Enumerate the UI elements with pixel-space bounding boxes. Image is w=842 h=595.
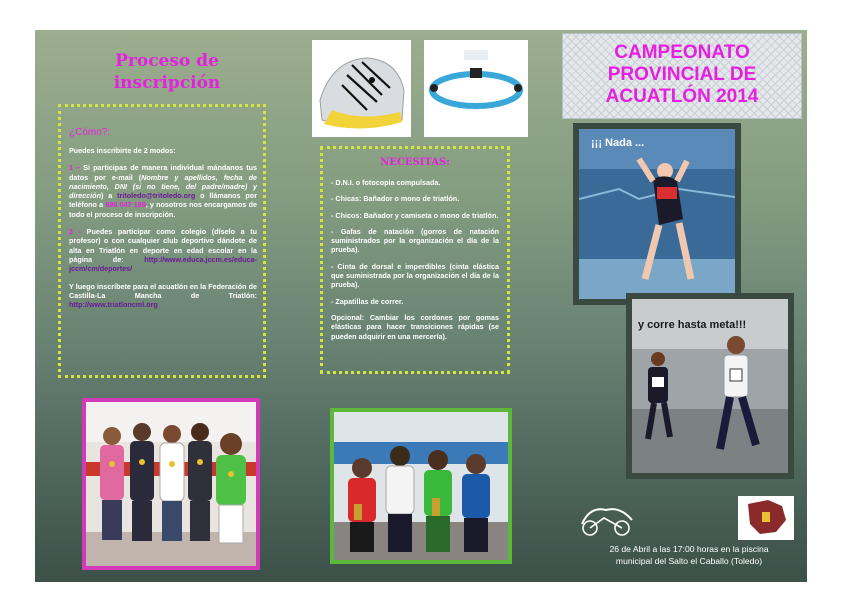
email-link[interactable]: tritoledo@tritoledo.org [117,191,196,201]
race-belt-photo [424,40,528,137]
event-date-line: 26 de Abril a las 17:00 horas en la piscina [609,544,769,554]
event-info [578,543,800,567]
swim-photo [579,129,735,299]
item1-text-c: o llámanos por teléfono a [69,191,257,210]
running-shoe-photo [312,40,411,137]
medal-kids-photo [82,398,260,570]
podium-kids-photo [330,408,512,564]
option-federation [69,282,257,310]
inscription-title-line2: inscripción [113,73,221,93]
requirement-item: - Chicas: Bañador o mono de triatlón. [331,194,460,204]
running-shoe-illustration [312,40,411,137]
run-caption: y corre hasta meta!!! [638,319,747,331]
intro-text: Puedes inscribirte de 2 modos: [69,146,176,155]
inscription-box [58,104,266,378]
requirement-item: - Chicos: Bañador y camiseta o mono de triatlón. [331,210,499,220]
educa-link[interactable]: http://www.educa.jccm.es/educa-jccm/cm/deportes/ [69,254,257,274]
tritoledo-logo [576,500,638,540]
item1-text-d: , y nosotros nos encargamos de todo el proceso de inscripción. [69,200,257,219]
requirements-list [331,178,499,341]
requirements-box [320,146,510,374]
swim-caption: ¡¡¡ Nada ... [591,137,645,149]
podium-kids-illustration [334,412,508,560]
requirement-item: - Cinta de dorsal e imperdibles (cinta elástica que suministrada por la organización el día de la prueba). [331,261,499,290]
event-title-box [562,33,802,119]
event-title [563,42,801,108]
federation-logo [738,496,794,540]
item2-text: Puedes participar como colegio (díselo a tu profesor) o con cualquier club deportivo dándote de alta en Triatlón en deporte en edad escolar en la página de: [69,227,258,264]
event-venue-line: municipal del Salto el Caballo (Toledo) [615,556,763,566]
item1-text: Si participas de manera individual mándanos tus datos por e-mail ( [69,163,257,182]
event-title-line2: PROVINCIAL DE [607,64,757,85]
requirement-item: - Zapatillas de correr. [331,296,404,306]
option-school [69,227,257,273]
option-individual [69,163,257,219]
medal-kids-illustration [86,402,256,566]
tritoledo-logo-graphic [576,500,638,540]
phone-number[interactable]: 696 047 189 [105,200,146,210]
como-heading: ¿Cómo?: [69,127,111,138]
race-belt-illustration [424,40,528,137]
item1-text-b: ) a [100,191,118,201]
inscription-title [72,50,262,94]
run-photo-frame [626,293,794,479]
castilla-la-mancha-map-icon [738,496,794,540]
item2-number: 2 - [69,227,82,237]
event-title-line1: CAMPEONATO [614,42,750,63]
requirement-item: - Gafas de natación (gorros de natación suministrados por la organización el día de la prueba). [331,226,499,255]
event-title-line3: ACUATLÓN 2014 [605,86,759,107]
inscription-title-line1: Proceso de [115,51,219,71]
requirements-heading: NECESITAS: [380,157,450,168]
item1-number: 1 – [69,163,81,173]
swim-photo-frame [573,123,741,305]
optional-tip: Opcional: Cambiar los cordones por gomas elásticas para hacer transiciones rápidas (se pueden adquirir en una mercería). [331,312,499,341]
federation-link[interactable]: http://www.triatloncml.org [69,300,158,310]
requirement-item: - D.N.I. o fotocopia compulsada. [331,178,441,187]
item1-required-data: Nombre y apellidos, fecha de nacimiento, DNI (si no tiene, del padre/madre) y dirección [69,172,257,201]
item3-text: Y luego inscríbete para el acuatlón en la Federación de Castilla-La Mancha de Triatlón: [69,281,257,300]
